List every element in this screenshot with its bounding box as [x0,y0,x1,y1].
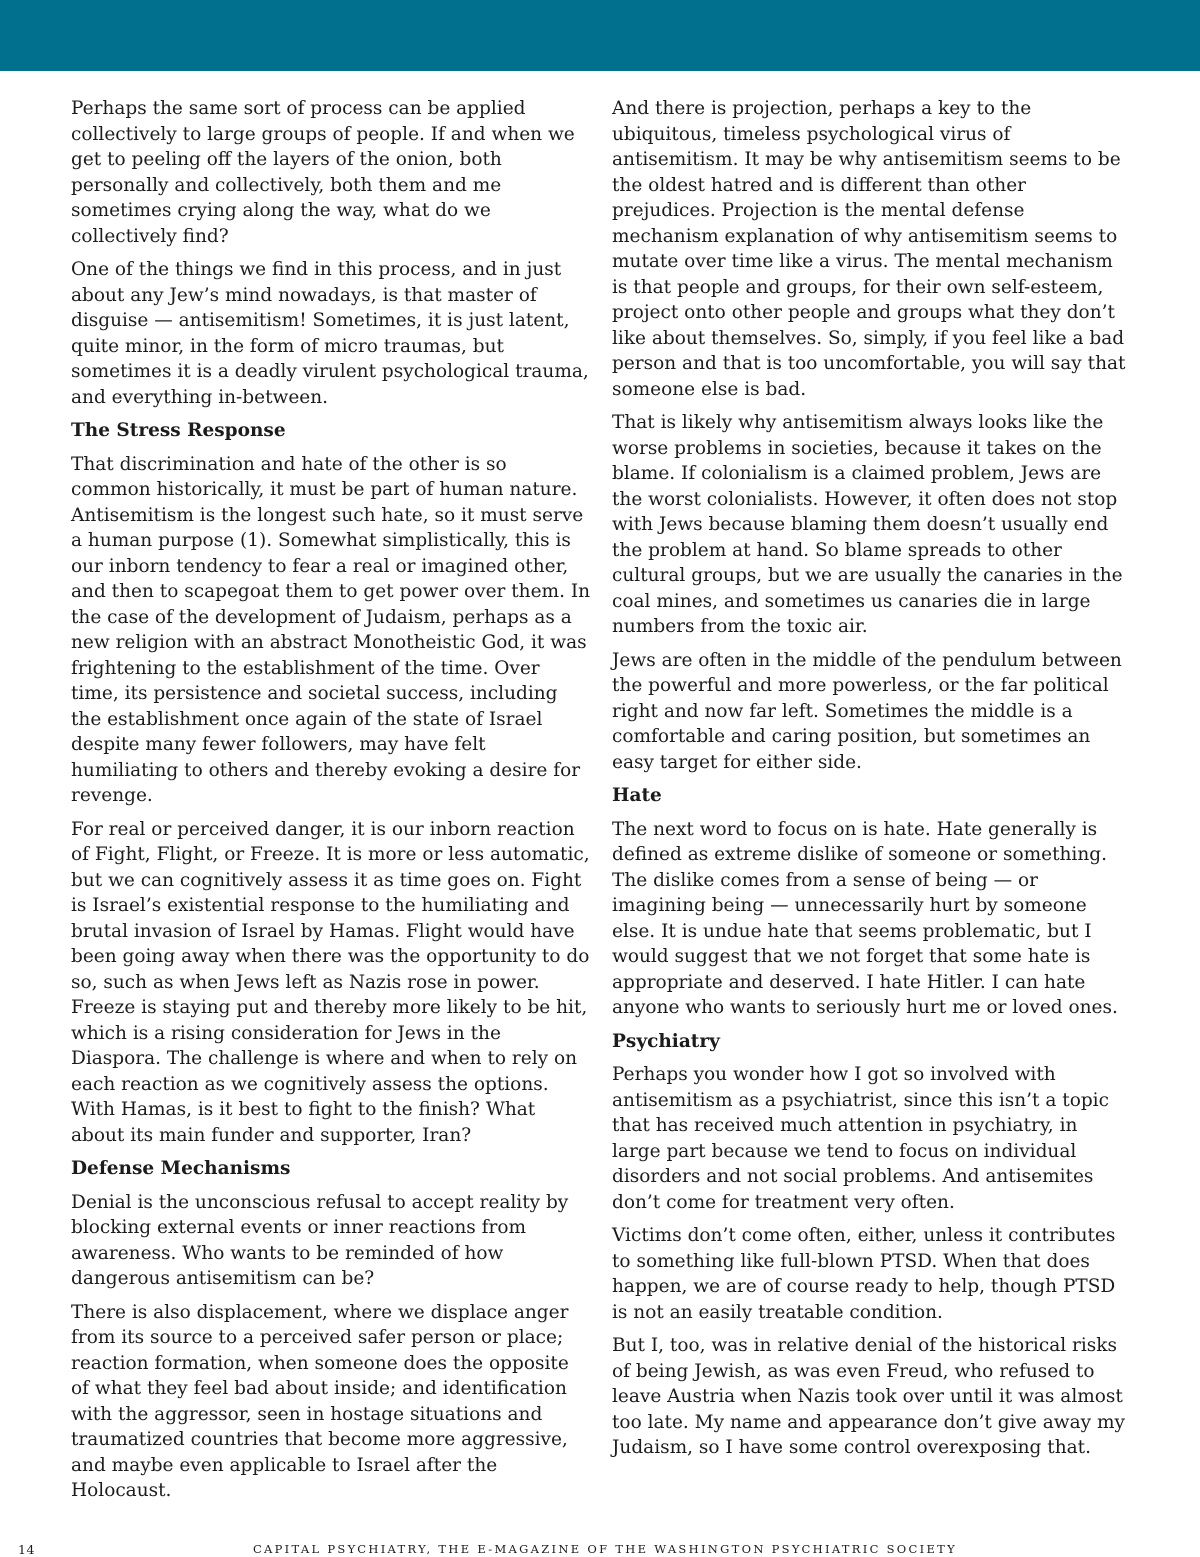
paragraph: And there is projection, perhaps a key to the ubiquitous, timeless psychological virus of antisemitism. It may be why antisemitism seems to be the oldest hatred and is different than other prejudices. Projection is the mental defense mechanism explanation of why antisemitism seems to mutate over time like a virus. The mental mechanism is that people and groups, for their own self-esteem, project onto other people and groups what they don’t like about themselves. So, simply, if you feel like a bad person and that is too uncomfortable, you will say that someone else is bad. [612,98,1126,400]
paragraph: That is likely why antisemitism always looks like the worse problems in societies, because it takes on the blame. If colonialism is a claimed problem, Jews are the worst colonialists. However, it often does not stop with Jews because blaming them doesn’t usually end the problem at hand. So blame spreads to other cultural groups, but we are usually the canaries in the coal mines, and sometimes us canaries die in large numbers from the toxic air. [612,412,1123,637]
paragraph: That discrimination and hate of the other is so common historically, it must be part of human nature. Antisemitism is the longest such hate, so it must serve a human purpose (1). Somewhat simplistically, this is our inborn tendency to fear a real or imagined other, and then to scapegoat them to get power over them. In the case of the development of Judaism, perhaps as a new religion with an abstract Monotheistic God, it was frightening to the establishment of the time. Over time, its persistence and societal success, including the establishment once again of the state of Israel despite many fewer followers, may have felt humiliating to others and thereby evoking a desire for revenge. [71,453,591,806]
paragraph: The next word to focus on is hate. Hate generally is defined as extreme dislike of someone or something. The dislike comes from a sense of being — or imagining being — unnecessarily hurt by someone else. It is undue hate that seems problematic, but I would suggest that we not forget that some hate is appropriate and deserved. I hate Hitler. I can hate anyone who wants to seriously hurt me or loved ones. [612,818,1118,1018]
section-heading-hate: Hate [612,785,662,806]
header-bar [0,0,1200,71]
paragraph: Victims don’t come often, either, unless it contributes to something like full-blown PTSD. When that does happen, we are of course ready to help, though PTSD is not an easily treatable condition. [612,1225,1116,1323]
page-number: 14 [18,1542,35,1557]
paragraph: Denial is the unconscious refusal to accept reality by blocking external events or inner reactions from awareness. Who wants to be reminded of how dangerous antisemitism can be? [71,1191,569,1289]
left-column [71,96,591,1512]
paragraph: Perhaps you wonder how I got so involved with antisemitism as a psychiatrist, since this isn’t a topic that has received much attention in psychiatry, in large part because we tend to focus on individual disorders and not social problems. And antisemites don’t come for treatment very often. [612,1064,1109,1213]
paragraph: One of the things we find in this process, and in just about any Jew’s mind nowadays, is that master of disguise — antisemitism! Sometimes, it is just latent, quite minor, in the form of micro traumas, but sometimes it is a deadly virulent psychological trauma, and everything in-between. [71,259,589,408]
section-heading-psychiatry: Psychiatry [612,1030,720,1052]
paragraph: Perhaps the same sort of process can be applied collectively to large groups of people. If and when we get to peeling off the layers of the onion, both personally and collectively, both them and me sometimes crying along the way, what do we collectively find? [71,98,575,247]
right-column [612,96,1130,1469]
paragraph: But I, too, was in relative denial of the historical risks of being Jewish, as was even Freud, who refused to leave Austria when Nazis took over until it was almost too late. My name and appearance don’t give away my Judaism, so I have some control overexposing that. [612,1335,1125,1458]
section-heading-defense-mechanisms: Defense Mechanisms [71,1158,291,1179]
paragraph: There is also displacement, where we displace anger from its source to a perceived safer person or place; reaction formation, when someone does the opposite of what they feel bad about inside; and identification with the aggressor, seen in hostage situations and traumatized countries that become more aggressive, and maybe even applicable to Israel after the Holocaust. [71,1301,569,1501]
paragraph: For real or perceived danger, it is our inborn reaction of Fight, Flight, or Freeze. It is more or less automatic, but we can cognitively assess it as time goes on. Fight is Israel’s existential response to the humiliating and brutal invasion of Israel by Hamas. Flight would have been going away when there was the opportunity to do so, such as when Jews left as Nazis rose in power. Freeze is staying put and thereby more likely to be hit, which is a rising consideration for Jews in the Diaspora. The challenge is where and when to rely on each reaction as we cognitively assess the options. With Hamas, is it best to fight to the finish? What about its main funder and supporter, Iran? [71,818,590,1146]
paragraph: Jews are often in the middle of the pendulum between the powerful and more powerless, or the far political right and now far left. Sometimes the middle is a comfortable and caring position, but sometimes an easy target for either side. [612,649,1122,773]
footer-magazine-title: CAPITAL PSYCHIATRY, THE E-MAGAZINE OF THE WASHINGTON PSYCHIATRIC SOCIETY [252,1542,958,1556]
section-heading-stress-response: The Stress Response [71,420,286,441]
